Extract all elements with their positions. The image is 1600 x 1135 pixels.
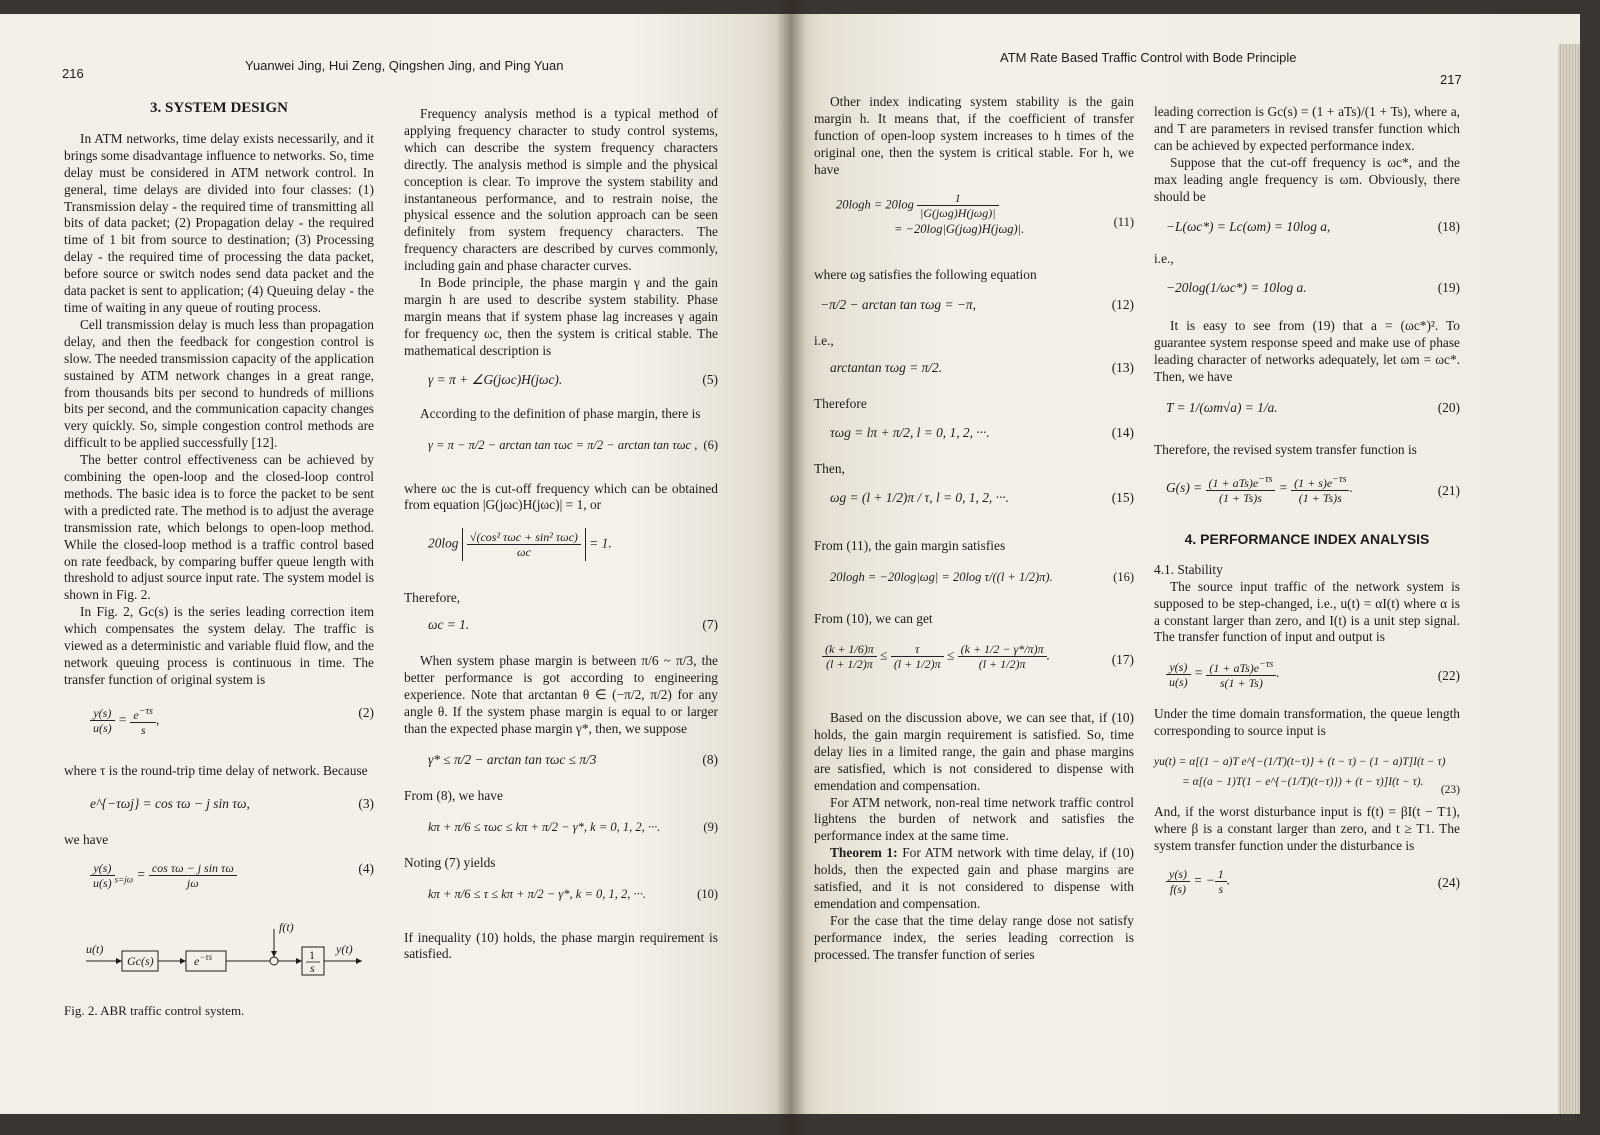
theorem-label: Theorem 1:	[830, 845, 898, 861]
svg-text:s: s	[310, 960, 315, 975]
paragraph: The source input traffic of the network system is supposed to be step-changed, i.e., u(t) = αI(t) where α is a constant larger than zero, and I(t) is a unit step signal. The transfer function of input and output is	[1154, 578, 1460, 645]
paragraph: In Fig. 2, Gc(s) is the series leading correction item which compensates the system delay. The traffic is viewed as a deterministic and variable fluid flow, and the network queuing process is continuous in time. The transfer function of original system is	[64, 604, 374, 687]
section-title: 3. SYSTEM DESIGN	[150, 100, 288, 116]
equation-text: arctantan τωg = π/2.	[830, 360, 943, 376]
section-title: 4. PERFORMANCE INDEX ANALYSIS	[1184, 530, 1430, 547]
paragraph: Under the time domain transformation, the queue length corresponding to source input is	[1154, 706, 1460, 739]
equation-9	[428, 819, 718, 845]
equation-text: −L(ωc*) = Lc(ωm) = 10log a,	[1166, 219, 1331, 235]
equation-number: (24)	[1437, 874, 1460, 890]
book-gutter	[776, 0, 806, 1135]
paragraph: Based on the discussion above, we can see that, if (10) holds, the gain margin requirement is satisfied. So, time delay lies in a limited range, the gain and phase margins are satisfied, which is not considered to dispense with emendation and compensation.	[814, 709, 1134, 793]
equation-number: (14)	[1111, 425, 1134, 441]
paragraph: Therefore, the revised system transfer function is	[1154, 441, 1417, 457]
page-edge	[1558, 44, 1580, 1114]
right-column-2	[1154, 104, 1460, 903]
svg-text:Gc(s): Gc(s)	[127, 953, 154, 968]
equation-number: (3)	[358, 795, 374, 811]
right-page	[790, 14, 1580, 1114]
equation-number: (20)	[1437, 399, 1460, 415]
right-column-1	[814, 94, 1134, 964]
fig2-block-diagram	[64, 917, 374, 987]
equation-number: (4)	[358, 860, 374, 876]
equation-text: kπ + π/6 ≤ τωc ≤ kπ + π/2 − γ*, k = 0, 1, 2, ···.	[428, 819, 661, 834]
paragraph: From (11), the gain margin satisfies	[814, 538, 1006, 554]
equation-text: −20log(1/ωc*) = 10log a.	[1166, 280, 1307, 296]
paragraph: Suppose that the cut-off frequency is ωc*, and the max leading angle frequency is ωm. Obviously, there should be	[1154, 154, 1460, 204]
equation-text: ωc = 1.	[428, 617, 470, 633]
output-label-y: y(t)	[336, 941, 353, 956]
left-page	[0, 14, 790, 1114]
theorem-text: For ATM network with time delay, if (10) holds, then the expected gain and phase margins are satisfied, and it is not considered to dispense with emendation and compensation.	[814, 845, 1134, 911]
equation-number: (16)	[1113, 570, 1134, 585]
paragraph: According to the definition of phase margin, there is	[420, 405, 701, 421]
disturbance-label-f: f(t)	[279, 919, 294, 934]
svg-text:e−τs: $e^{-\tau s}$	[194, 951, 213, 968]
equation-text: γ = π − π/2 − arctan tan τωc = π/2 − arctan tan τωc ,	[428, 437, 698, 452]
paragraph: And, if the worst disturbance input is f(t) = βI(t − T1), where β is a constant larger than zero, and t ≥ T1. The system transfer function under the disturbance is	[1154, 804, 1460, 853]
equation-text: e^{−τωj} = cos τω − j sin τω,	[90, 795, 250, 811]
equation-23	[1154, 752, 1460, 800]
equation-21: G(s) = $(1 + aTs)e^{-\tau s}$ (1 + Ts)s = $\frac{(1 + s)e^{-\tau s}}{(1 + Ts)s}$ . (21)	[1166, 473, 1460, 505]
equation-text: kπ + π/6 ≤ τ ≤ kπ + π/2 − γ*, k = 0, 1, 2, ···.	[428, 886, 646, 901]
equation-text: 20logh = −20log|ωg| = 20log τ/((l + 1/2)π).	[830, 570, 1053, 585]
paragraph: For the case that the time delay range dose not satisfy performance index, the series leading correction is processed. The transfer function of series	[814, 912, 1134, 962]
equation-text: yu(t) = α[(1 − a)T e^{−(1/T)(t−τ)} + (t − τ) − (1 − a)T]I(t − τ)	[1154, 756, 1446, 769]
equation-12	[820, 297, 1134, 325]
equation-16	[830, 569, 1134, 603]
paragraph: where ωc the is cut-off frequency which can be obtained from equation |G(jωc)H(jωc)| = 1, or	[404, 480, 718, 513]
equation-5	[428, 372, 718, 396]
equation-18	[1166, 219, 1460, 245]
paragraph: we have	[64, 831, 109, 847]
paragraph: Then,	[814, 461, 845, 477]
paragraph: where ωg satisfies the following equation	[814, 266, 1037, 282]
equation-text: T = 1/(ωm√a) = 1/a.	[1166, 399, 1278, 415]
equation-number: (9)	[703, 819, 718, 834]
equation-22: $\frac{y(s)}{u(s)}$ = $(1 + aTs)e^{-\tau s}$ s(1 + Ts) . (22)	[1166, 658, 1460, 698]
paragraph: where τ is the round-trip time delay of network. Because	[64, 762, 368, 778]
equation-text: γ* ≤ π/2 − arctan tan τωc ≤ π/3	[428, 751, 597, 767]
paragraph: If inequality (10) holds, the phase margin requirement is satisfied.	[404, 929, 718, 962]
equation-number: (18)	[1437, 219, 1460, 235]
left-column-2	[404, 106, 718, 963]
equation-14	[830, 425, 1134, 453]
equation-number: (12)	[1111, 297, 1134, 313]
equation-text: = α[(a − 1)T(1 − e^{−(1/T)(t−τ)}) + (t − τ)]I(t − τ).	[1182, 776, 1424, 789]
page-number: 217	[1440, 72, 1462, 87]
equation-17: $\frac{(k + 1/6)\pi}{(l + 1/2)\pi}$ ≤ $\frac{\tau}{(l + 1/2)\pi}$ ≤ $\frac{(k + 1/2 - \gamma*/\pi)\pi}{(l + 1/2)\pi}$ . (17)	[822, 642, 1134, 700]
paragraph: From (8), we have	[404, 787, 503, 803]
equation-number: (11)	[1113, 214, 1134, 229]
equation-text: τωg = lπ + π/2, l = 0, 1, 2, ···.	[830, 425, 990, 441]
equation-20	[1166, 400, 1460, 432]
equation-number: (2)	[358, 704, 374, 720]
paragraph: Noting (7) yields	[404, 854, 496, 870]
running-head: Yuanwei Jing, Hui Zeng, Qingshen Jing, and Ping Yuan	[245, 58, 564, 73]
equation-3	[90, 796, 374, 822]
svg-text:1: 1	[309, 947, 315, 962]
left-column-1	[64, 100, 374, 1020]
equation-number: (7)	[702, 617, 718, 633]
paragraph: From (10), we can get	[814, 611, 933, 627]
equation-magnitude: 20log √(cos² τωc + sin² τωc) ωc = 1.	[428, 530, 612, 560]
paragraph: When system phase margin is between π/6 ~ π/3, the better performance is got according to engineering experience. Note that arctantan θ ∈ (−π/2, π/2) for any angle θ. If the system phase margin is equal to or larger than the expected phase margin γ*, then, we suppose	[404, 653, 718, 736]
equation-7	[428, 617, 718, 639]
equation-number: (5)	[702, 371, 718, 387]
equation-number: (22)	[1437, 668, 1460, 684]
equation-10	[428, 886, 718, 912]
equation-15	[830, 490, 1134, 530]
subsection-title: 4.1. Stability	[1154, 561, 1223, 577]
theorem	[814, 845, 1134, 913]
equation-number: (8)	[702, 751, 718, 767]
paragraph: Other index indicating system stability is the gain margin h. It means that, if the coefficient of transfer function of open-loop system increases to h times of the original one, then the system is critical stable. For h, we have	[814, 94, 1134, 177]
paragraph: i.e.,	[1154, 251, 1174, 267]
equation-number: (6)	[703, 437, 718, 452]
paragraph: Therefore	[814, 396, 867, 412]
equation-number: (21)	[1437, 482, 1460, 498]
running-head: ATM Rate Based Traffic Control with Bode Principle	[1000, 50, 1297, 65]
equation-4: $\frac{y(s)}{u(s)}$ $_{s=j\omega}$ = $\frac{\text{cos τω − j sin τω}}{j\omega}$ (4)	[90, 861, 374, 907]
equation-number: (13)	[1111, 360, 1134, 376]
paragraph: leading correction is Gc(s) = (1 + aTs)/(1 + Ts), where a, and T are parameters in revised transfer function which can be achieved by expected performance index.	[1154, 104, 1460, 153]
equation-number: (17)	[1111, 651, 1134, 667]
paragraph: For ATM network, non-real time network traffic control lightens the burden of network and satisfies the performance index at the same time.	[814, 794, 1134, 844]
equation-number: (10)	[697, 886, 718, 901]
equation-text: ωg = (l + 1/2)π / τ, l = 0, 1, 2, ···.	[830, 490, 1009, 506]
equation-number: (15)	[1111, 490, 1134, 506]
equation-13	[830, 360, 1134, 388]
paragraph: Therefore,	[404, 590, 461, 606]
figure-caption: Fig. 2. ABR traffic control system.	[64, 1002, 245, 1018]
paragraph: In Bode principle, the phase margin γ and the gain margin h are used to describe system stability. Phase margin means that if system phase lag increases γ again for frequency ωc, then the system is critical stable. The mathematical description is	[404, 275, 718, 358]
paragraph: The better control effectiveness can be achieved by combining the open-loop and the closed-loop control methods. The basic idea is to force the packet to be sent with a predicted rate. The method is to adjust the average transmission rate, which belongs to open-loop method. While the closed-loop method is a traffic control based on rate feedback, by comparing buffer queue length with threshold to adjust source input rate. The system model is shown in Fig. 2.	[64, 452, 374, 603]
equation-number: (19)	[1437, 280, 1460, 296]
equation-number: (23)	[1440, 784, 1460, 797]
equation-6	[428, 437, 718, 467]
paragraph: It is easy to see from (19) that a = (ωc*)². To guarantee system response speed and make use of phase leading character of networks adequately, let ωm = ωc*. Then, we have	[1154, 318, 1460, 385]
equation-2: $\frac{y(s)}{u(s)}$ = $\frac{e^{-\tau s}}{s}$ , (2)	[90, 705, 374, 751]
equation-24: $\frac{y(s)}{f(s)}$ = − $\frac{1}{s}$ . (24)	[1166, 867, 1460, 903]
paragraph: i.e.,	[814, 333, 834, 349]
input-label-u: u(t)	[86, 941, 104, 956]
paragraph: In ATM networks, time delay exists necessarily, and it brings some disadvantage influence to networks. So, time delay must be considered in ATM network control. In general, time delays are divided into four classes: (1) Transmission delay - the required time of transmitting all bits of data packet; (2) Propagation delay - the required time of 1 bit from source to destination; (3) Processing delay - the required time of processing the data packet, before source or switch nodes send data packet and the data packet is sent to application; (4) Queuing delay - the time of waiting in any queue of routing process.	[64, 130, 374, 315]
paragraph: Cell transmission delay is much less than propagation delay, and then the feedback for congestion control is slow. The needed transmission capacity of the application sustained by ATM network changes in a great range, from thousands bits per second to hundreds of millions bits per second, and the communication capacity changes very quickly. So, simple congestion control methods are difficult to be applied successfully [12].	[64, 316, 374, 451]
summing-junction	[270, 957, 278, 965]
equation-text: −π/2 − arctan tan τωg = −π,	[820, 297, 976, 313]
paragraph: Frequency analysis method is a typical method of applying frequency character to study control systems, which can describe the system frequency characters directly. The analysis method is simple and the physical conception is clear. To improve the system stability and instantaneous performance, and to restrain noise, the physical essence and the solution approach can be seen definitely from system frequency characters. The frequency characters are described by curves commonly, including gain and phase character curves.	[404, 106, 718, 274]
equation-11: 20logh = 20log 1 |G(jωg)H(jωg)| = −20log|G(jωg)H(jωg)|. (11)	[836, 190, 1134, 236]
equation-19	[1166, 280, 1460, 310]
equation-text: γ = π + ∠G(jωc)H(jωc).	[428, 371, 563, 387]
equation-8	[428, 752, 718, 778]
page-number: 216	[62, 66, 84, 81]
